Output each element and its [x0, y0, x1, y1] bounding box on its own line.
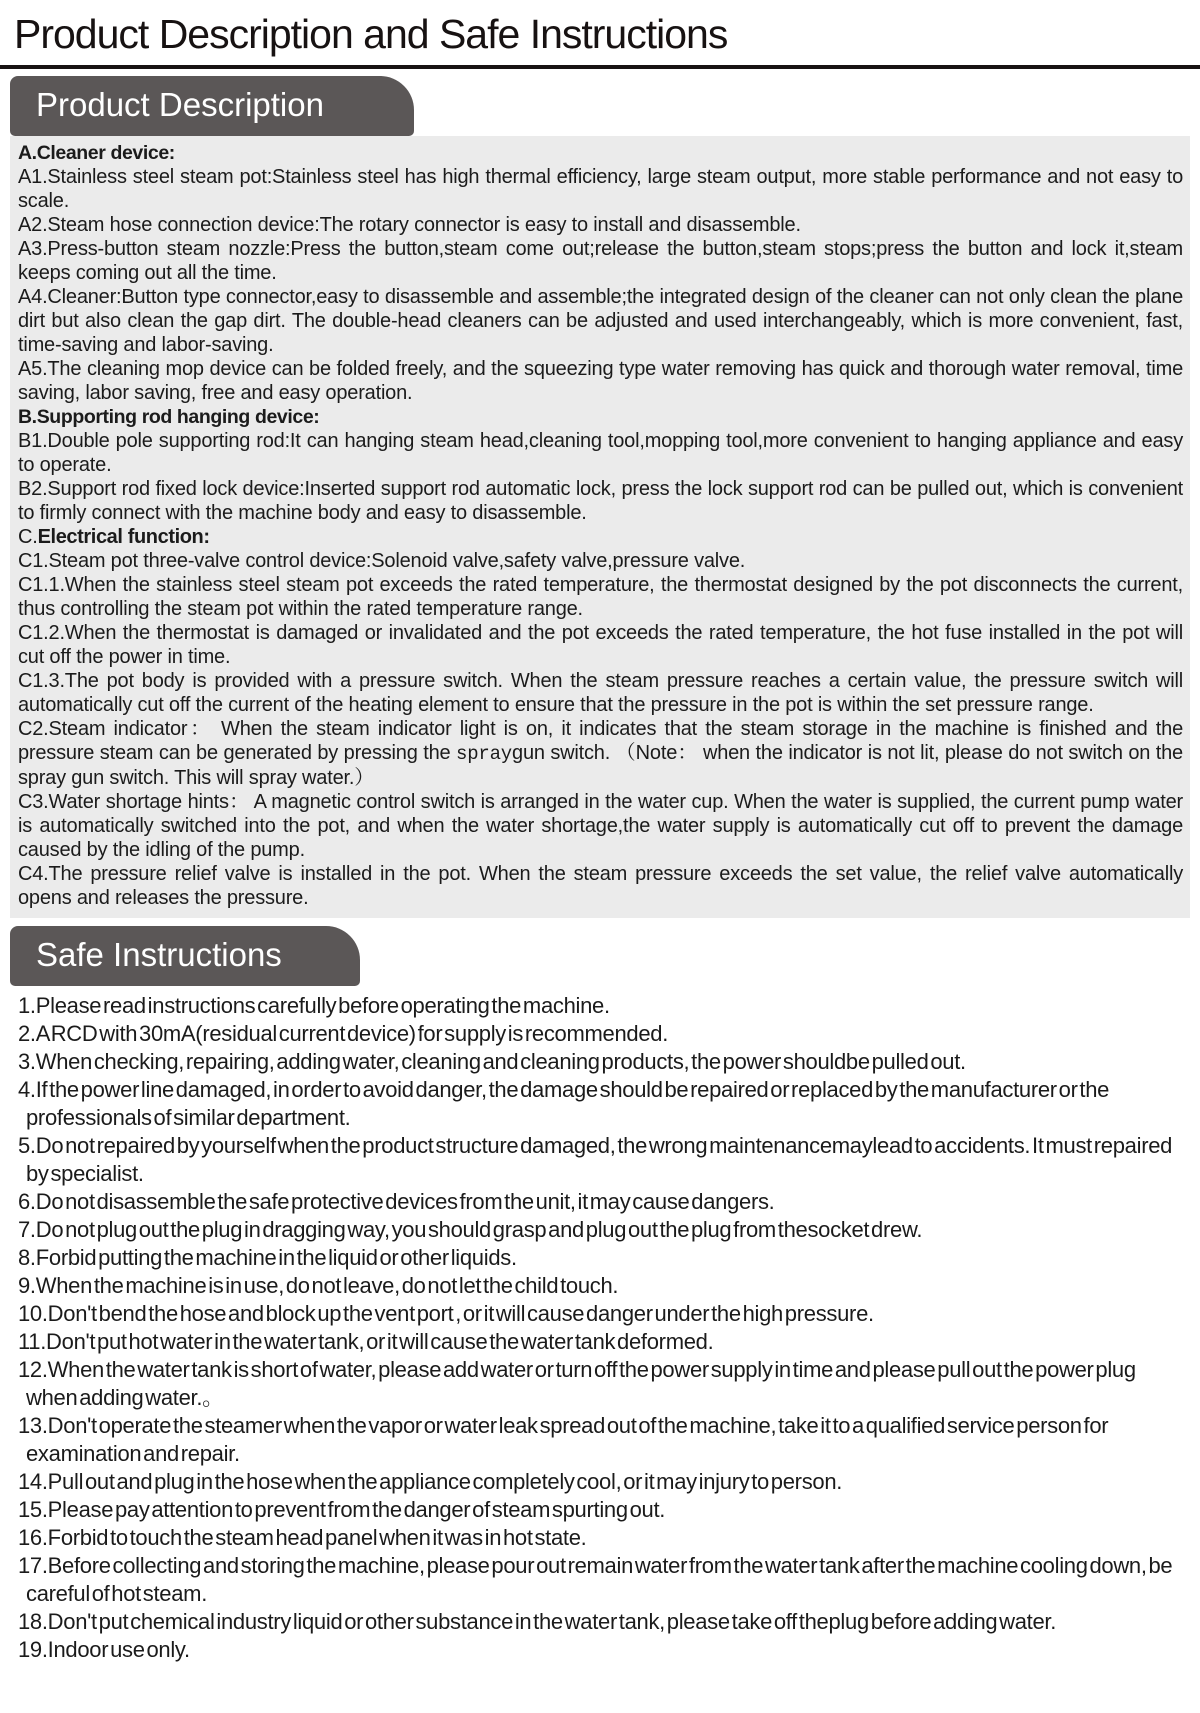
- safe-item-19: 19.Indoor use only.: [18, 1637, 190, 1663]
- para-b2: B2.Support rod fixed lock device:Inserted support rod automatic lock, press the lock support rod can be pulled out, which is convenient to firmly connect with the machine body and easy to disassemble.: [18, 478, 1183, 525]
- para-c2-text-before: C2.Steam indicator： When the steam indicator light is on, it indicates that the steam storage in the machine is finished and the pressure steam can be generated by pressing the: [18, 718, 1183, 765]
- safe-item-7: 7.Do not plug out the plug in dragging way, you should grasp and plug out the plug from thesocket drew.: [18, 1217, 923, 1243]
- page-header: [0, 0, 1200, 69]
- safe-instructions-list: [18, 992, 1186, 1664]
- safe-item-11: 11.Don't put hot water in the water tank, or it will cause the water tank deformed.: [18, 1329, 714, 1355]
- heading-c-prefix: C.: [18, 526, 38, 549]
- safe-item-14: 14.Pull out and plug in the hose when the appliance completely cool, or it may injury to person.: [18, 1469, 843, 1495]
- para-a1: A1.Stainless steel steam pot:Stainless steel has high thermal efficiency, large steam output, more stable performance and not easy to scale.: [18, 166, 1183, 213]
- safe-item-9: 9.When the machine is in use, do not leave, do not let the child touch.: [18, 1273, 619, 1299]
- safe-item-16: 16.Forbid to touch the steam head panel when it was in hot state.: [18, 1525, 587, 1551]
- para-b1: B1.Double pole supporting rod:It can hanging steam head,cleaning tool,mopping tool,more convenient to hanging appliance and easy to operate.: [18, 430, 1183, 477]
- safe-item-1: 1.Please read instructions carefully before operating the machine.: [18, 993, 610, 1019]
- para-c4: C4.The pressure relief valve is installed in the pot. When the steam pressure exceeds the set value, the relief valve automatically opens and releases the pressure.: [18, 863, 1183, 910]
- para-c3: C3.Water shortage hints： A magnetic control switch is arranged in the water cup. When the water is supplied, the current pump water is automatically switched into the pot, and when the water shortage,the water supply is automatically cut off to prevent the damage caused by the idling of the pump.: [18, 791, 1183, 862]
- page-title: Product Description and Safe Instructions: [14, 11, 728, 57]
- safe-instructions-section: [0, 918, 1200, 1664]
- safe-item-12: 12.When the water tank is short of water, please add water or turn off the power supply in time and please pull out the power plug when adding water.。: [18, 1357, 1136, 1411]
- product-description-banner: Product Description: [10, 76, 414, 136]
- safe-item-13: 13.Don't operate the steamer when the vapor or water leak spread out of the machine, take it to a qualified service person for examination and repair.: [18, 1413, 1109, 1467]
- para-c1-3: C1.3.The pot body is provided with a pressure switch. When the steam pressure reaches a certain value, the pressure switch will automatically cut off the current of the heating element to ensure that the pressure in the pot is within the set pressure range.: [18, 670, 1183, 717]
- para-c1-1: C1.1.When the stainless steel steam pot exceeds the rated temperature, the thermostat designed by the pot disconnects the current, thus controlling the steam pot within the rated temperature range.: [18, 574, 1183, 621]
- product-description-panel: [10, 136, 1190, 918]
- para-a5: A5.The cleaning mop device can be folded freely, and the squeezing type water removing has quick and thorough water removal, time saving, labor saving, free and easy operation.: [18, 358, 1183, 405]
- product-description-section: [0, 69, 1200, 918]
- safe-item-18: 18.Don't put chemical industry liquid or other substance in the water tank, please take off theplug before adding water.: [18, 1609, 1057, 1635]
- para-c1-2: C1.2.When the thermostat is damaged or invalidated and the pot exceeds the rated temperature, the hot fuse installed in the pot will cut off the power in time.: [18, 622, 1183, 669]
- para-c2: [18, 717, 1183, 790]
- safe-item-6: 6.Do not disassemble the safe protective devices from the unit, it may cause dangers.: [18, 1189, 775, 1215]
- safe-instructions-banner: Safe Instructions: [10, 926, 360, 986]
- heading-c-bold: Electrical function:: [37, 526, 210, 549]
- heading-cleaner-device: A.Cleaner device:: [18, 142, 175, 165]
- safe-item-3: 3.When checking, repairing, adding water, cleaning and cleaning products, the power shouldbe pulled out.: [18, 1049, 966, 1075]
- para-c1: C1.Steam pot three-valve control device:Solenoid valve,safety valve,pressure valve.: [18, 550, 746, 573]
- heading-electrical-function: [18, 525, 1183, 549]
- safe-item-8: 8.Forbid putting the machine in the liquid or other liquids.: [18, 1245, 517, 1271]
- safe-item-17: 17.Before collecting and storing the machine, please pour out remain water from the water tank after the machine cooling down, be careful of hot steam.: [18, 1553, 1173, 1607]
- para-a2: A2.Steam hose connection device:The rotary connector is easy to install and disassemble.: [18, 214, 801, 237]
- safe-item-5: 5.Do not repaired by yourself when the product structure damaged, the wrong maintenancemaylead to accidents. It must repaired by specialist.: [18, 1133, 1173, 1187]
- safe-item-15: 15.Please pay attention to prevent from the danger of steam spurting out.: [18, 1497, 666, 1523]
- safe-item-10: 10.Don't bend the hose and block up the vent port , or it will cause danger under the high pressure.: [18, 1301, 874, 1327]
- spray-word: spray: [456, 743, 513, 766]
- safe-item-4: 4.If the power line damaged, in order to avoid danger, the damage should be repaired or replaced by the manufacturer or the professionals of similar department.: [18, 1077, 1110, 1131]
- heading-supporting-rod: B.Supporting rod hanging device:: [18, 406, 320, 429]
- safe-item-2: 2.A RCD with 30mA(residual current device) for supply is recommended.: [18, 1021, 669, 1047]
- para-a3: A3.Press-button steam nozzle:Press the button,steam come out;release the button,steam stops;press the button and lock it,steam keeps coming out all the time.: [18, 238, 1183, 285]
- para-a4: A4.Cleaner:Button type connector,easy to disassemble and assemble;the integrated design of the cleaner can not only clean the plane dirt but also clean the gap dirt. The double-head cleaners can be adjusted and used interchangeably, which is more convenient, fast, time-saving and labor-saving.: [18, 286, 1183, 357]
- para-c2-text-after: gun switch. （Note： when the indicator is not lit, please do not switch on the spray gun switch. This will spray water.）: [18, 742, 1183, 790]
